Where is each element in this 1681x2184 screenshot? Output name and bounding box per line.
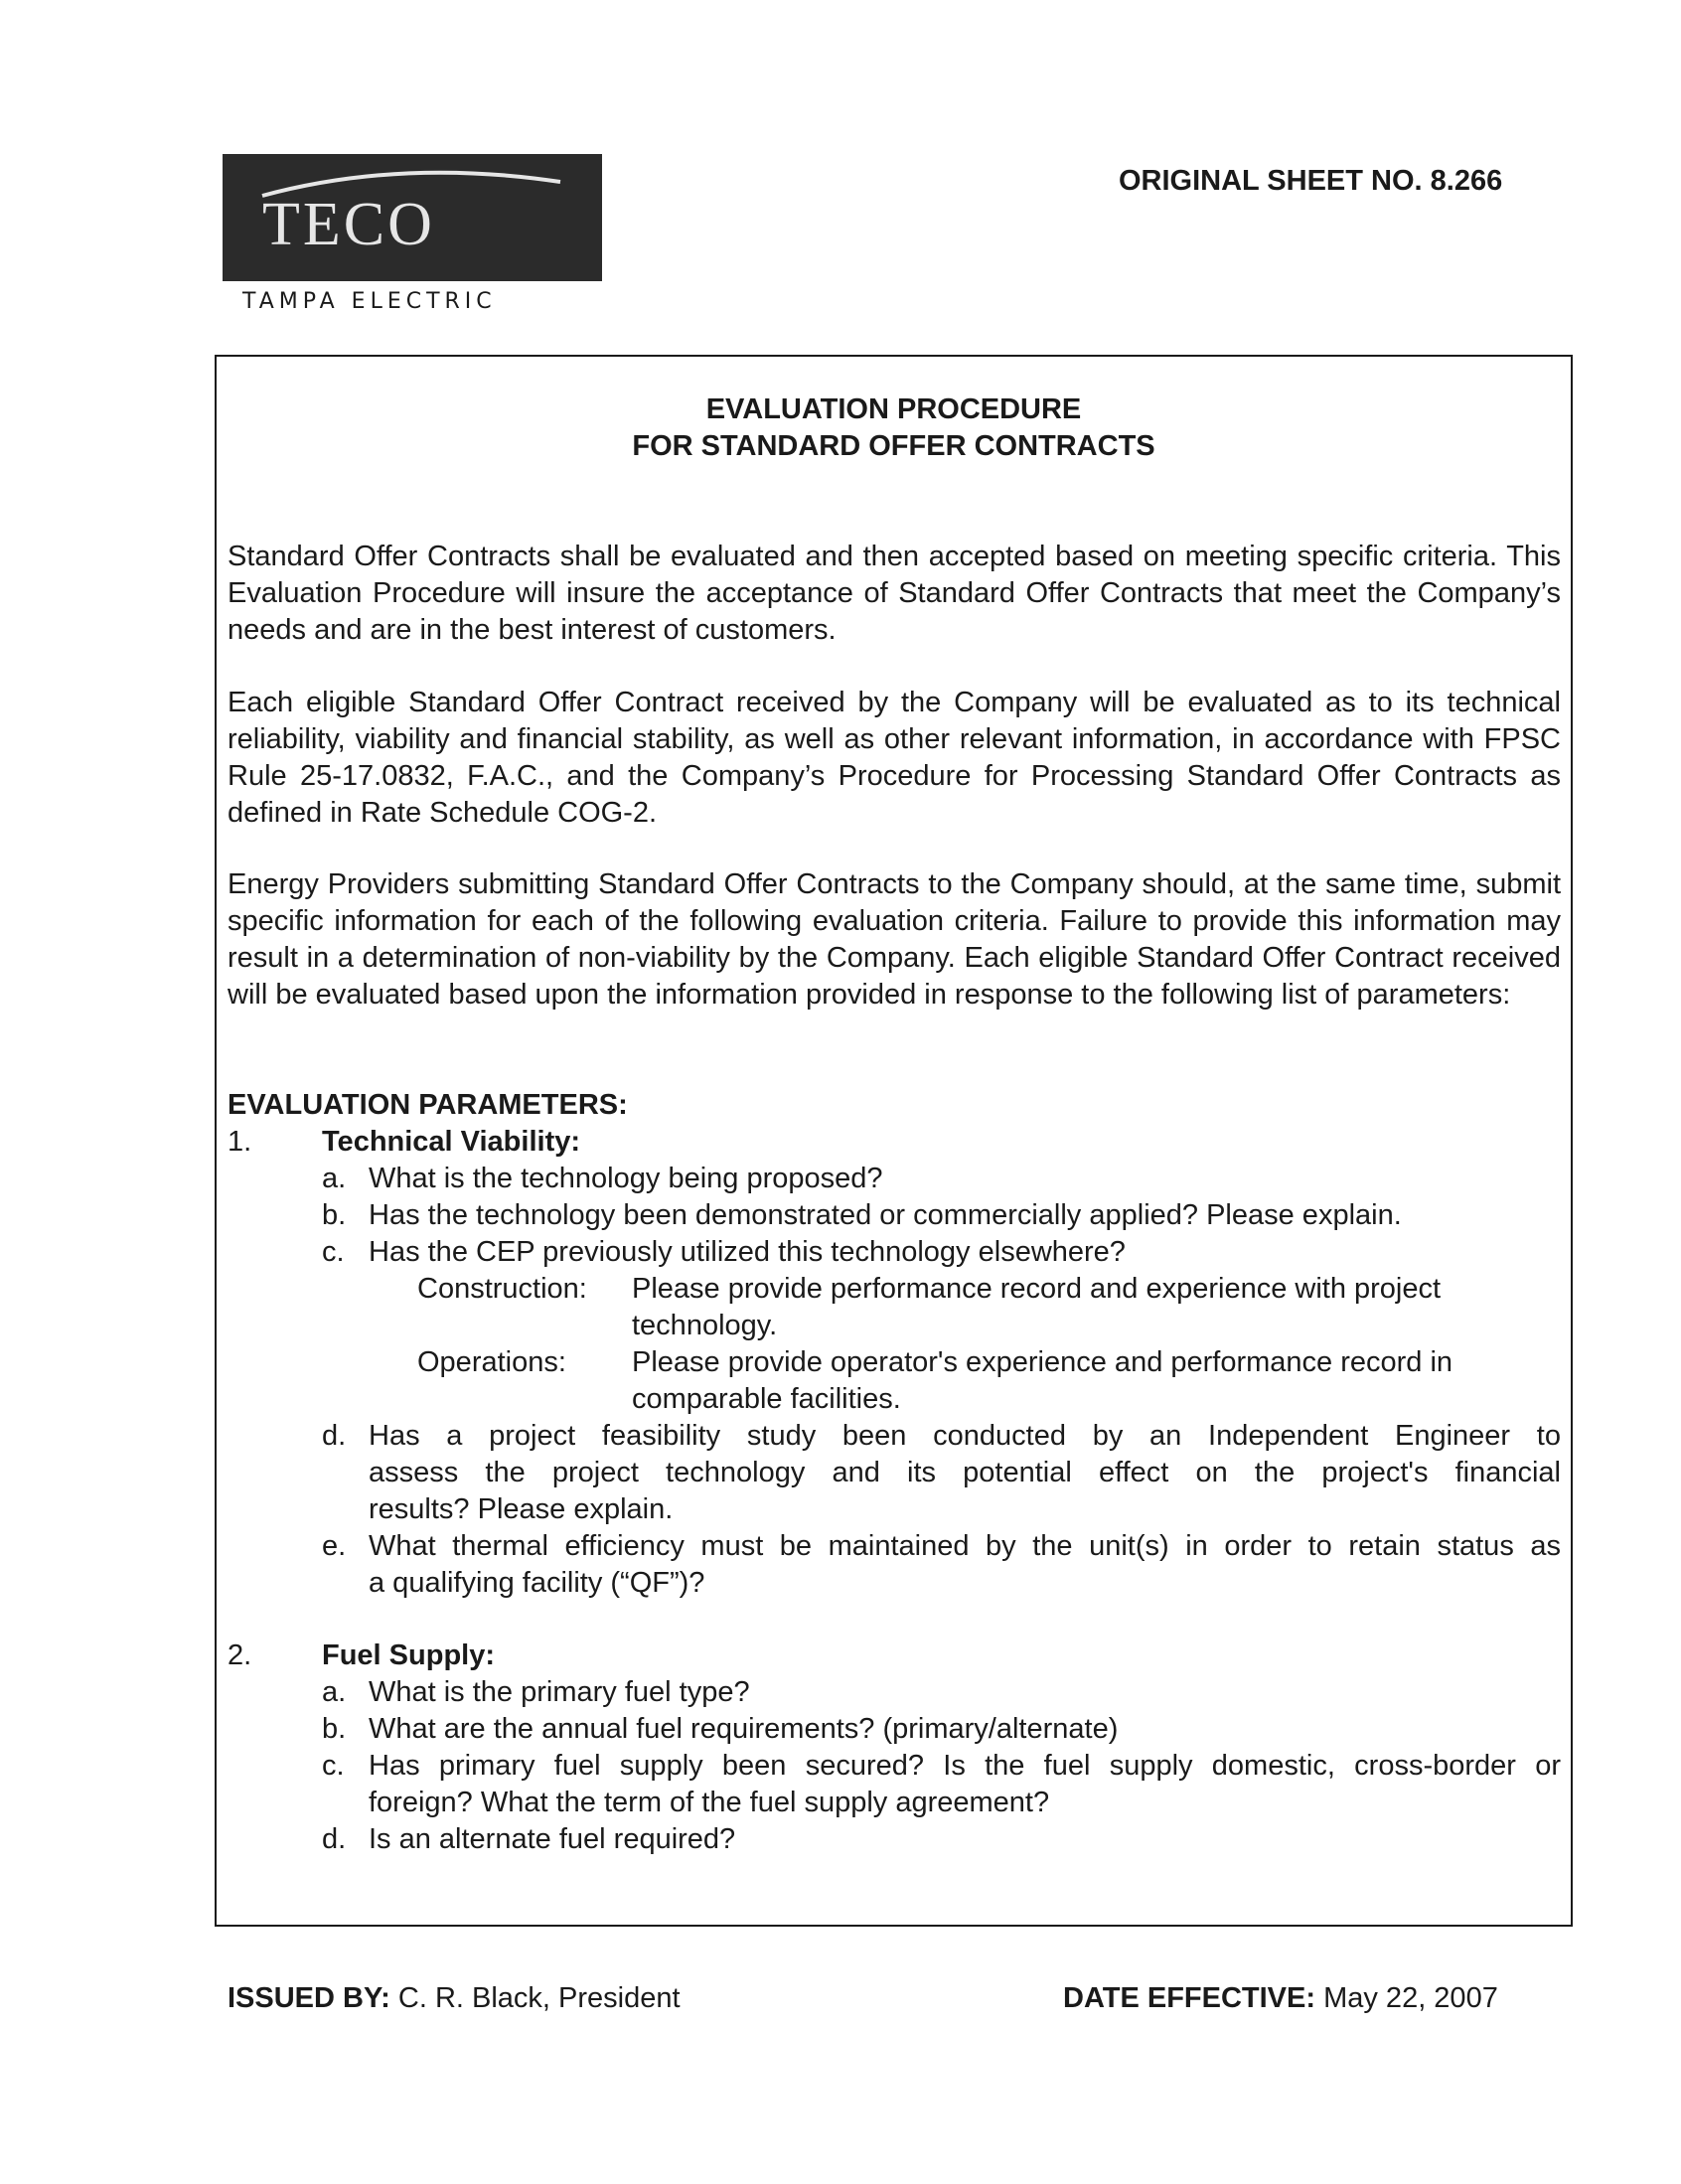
item-2c-letter: c. [322, 1750, 345, 1782]
title-line-2: FOR STANDARD OFFER CONTRACTS [632, 430, 1155, 462]
section-2-number: 2. [228, 1639, 252, 1671]
issued-by-value: C. R. Black, President [397, 1982, 681, 2014]
section-1-number: 1. [228, 1126, 252, 1158]
item-1e-text-1: What thermal efficiency must be maintained by the unit(s) in order to retain status as [369, 1530, 1561, 1562]
date-effective-label: DATE EFFECTIVE: [1063, 1982, 1316, 2014]
item-1e-text-2: a qualifying facility (“QF”)? [369, 1567, 705, 1599]
item-1d-text-1: Has a project feasibility study been conducted by an Independent Engineer to [369, 1420, 1561, 1452]
date-effective-value: May 22, 2007 [1323, 1982, 1498, 2014]
item-1b-text: Has the technology been demonstrated or commercially applied? Please explain. [369, 1199, 1402, 1231]
item-2c-text-2: foreign? What the term of the fuel supply agreement? [369, 1787, 1050, 1818]
item-2b-letter: b. [322, 1713, 347, 1745]
item-1d-letter: d. [322, 1420, 347, 1452]
construction-text-1: Please provide performance record and experience with project [632, 1273, 1442, 1305]
item-1c-letter: c. [322, 1236, 345, 1268]
title-line-1: EVALUATION PROCEDURE [705, 393, 1082, 425]
date-effective [1063, 1982, 1498, 2015]
operations-label: Operations: [417, 1346, 566, 1378]
issued-by-label: ISSUED BY: [228, 1982, 390, 2014]
item-2d-letter: d. [322, 1823, 347, 1855]
item-2a-letter: a. [322, 1676, 347, 1708]
paragraph-submission: Energy Providers submitting Standard Offer Contracts to the Company should, at the same time, submit specific information for each of the following evaluation criteria. Failure to provide this information may result in a determination of non-viability by the Company. Each eligible Standard Offer Contract received will be evaluated based upon the information provided in response to the following list of parameters: [228, 868, 1561, 1011]
item-1a-letter: a. [322, 1163, 347, 1194]
item-1c-text: Has the CEP previously utilized this technology elsewhere? [369, 1236, 1126, 1268]
item-1a-text: What is the technology being proposed? [369, 1163, 883, 1194]
params-heading: EVALUATION PARAMETERS: [228, 1089, 628, 1121]
item-1b-letter: b. [322, 1199, 347, 1231]
logo-wordmark: TECO [262, 191, 435, 258]
item-2c-text-1: Has primary fuel supply been secured? Is the fuel supply domestic, cross-border or [369, 1750, 1561, 1782]
section-2-heading: Fuel Supply: [322, 1639, 495, 1671]
item-1e-letter: e. [322, 1530, 347, 1562]
paragraph-eligibility: Each eligible Standard Offer Contract received by the Company will be evaluated as to its technical reliability, viability and financial stability, as well as other relevant information, in accordance with FPSC Rule 25-17.0832, F.A.C., and the Company’s Procedure for Processing Standard Offer Contracts as defined in Rate Schedule COG-2. [228, 687, 1561, 829]
construction-text-2: technology. [632, 1310, 778, 1341]
item-1d-text-3: results? Please explain. [369, 1493, 674, 1525]
paragraph-intro: Standard Offer Contracts shall be evaluated and then accepted based on meeting specific criteria. This Evaluation Procedure will insure the acceptance of Standard Offer Contracts that meet the Company’s needs and are in the best interest of customers. [228, 541, 1561, 646]
item-2d-text: Is an alternate fuel required? [369, 1823, 736, 1855]
teco-logo [223, 154, 602, 281]
item-2b-text: What are the annual fuel requirements? (primary/alternate) [369, 1713, 1119, 1745]
item-1d-text-2: assess the project technology and its potential effect on the project's financial [369, 1457, 1561, 1488]
operations-text-1: Please provide operator's experience and performance record in [632, 1346, 1453, 1378]
logo-subtitle: TAMPA ELECTRIC [242, 289, 497, 314]
sheet-number: ORIGINAL SHEET NO. 8.266 [1119, 165, 1503, 197]
construction-label: Construction: [417, 1273, 587, 1305]
operations-text-2: comparable facilities. [632, 1383, 901, 1415]
issued-by [228, 1982, 681, 2015]
item-2a-text: What is the primary fuel type? [369, 1676, 750, 1708]
section-1-heading: Technical Viability: [322, 1126, 581, 1158]
